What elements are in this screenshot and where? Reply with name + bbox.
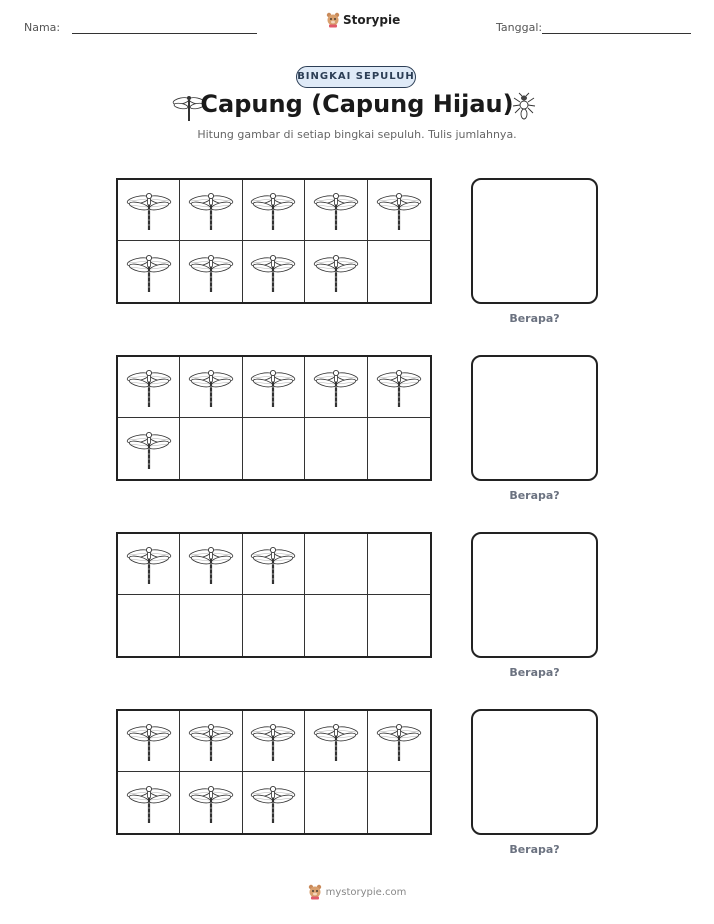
date-line[interactable] [542,33,691,34]
ten-frame-cell [243,595,305,656]
dragonfly-icon [188,187,234,233]
ten-frame-cell [305,241,367,302]
dragonfly-icon [126,780,172,826]
ten-frame-cell [368,534,430,595]
ten-frame-cell [180,357,242,418]
footer-site: mystorypie.com [325,886,407,898]
dragonfly-icon [250,780,296,826]
ten-frame-cell [118,241,180,302]
ten-frame-cell [118,534,180,595]
ten-frame-1 [116,178,432,304]
worksheet-badge: BINGKAI SEPULUH [296,66,416,88]
ten-frame-cell [305,772,367,833]
ten-frame-cell [305,180,367,241]
dragonfly-icon [250,187,296,233]
ten-frame-cell [243,418,305,479]
ten-frame-cell [180,534,242,595]
dragonfly-icon [188,541,234,587]
ten-frame-cell [368,772,430,833]
page-title: Capung (Capung Hijau) [200,90,514,118]
dragonfly-icon [250,718,296,764]
ten-frame-cell [305,357,367,418]
ten-frame-cell [305,534,367,595]
dragonfly-icon [188,718,234,764]
ten-frame-cell [180,711,242,772]
brand-name: Storypie [343,13,401,27]
answer-label-1: Berapa? [509,312,560,325]
ten-frame-cell [180,418,242,479]
ten-frame-cell [305,711,367,772]
dragonfly-icon [188,249,234,295]
instructions: Hitung gambar di setiap bingkai sepuluh. Tulis jumlahnya. [197,128,517,141]
date-label: Tanggal: [496,21,543,34]
ten-frame-cell [368,241,430,302]
dragonfly-icon [250,364,296,410]
dragonfly-icon [126,187,172,233]
dragonfly-icon [313,718,359,764]
ten-frame-cell [180,241,242,302]
ten-frame-cell [368,357,430,418]
dragonfly-icon [376,718,422,764]
nymph-icon [512,92,536,120]
answer-box-4[interactable] [471,709,598,835]
ten-frame-cell [243,180,305,241]
dragonfly-icon [126,364,172,410]
ten-frame-cell [243,357,305,418]
dragonfly-icon [126,541,172,587]
answer-box-1[interactable] [471,178,598,304]
dragonfly-icon [250,541,296,587]
dragonfly-icon [313,364,359,410]
dragonfly-icon [376,364,422,410]
ten-frame-cell [180,772,242,833]
answer-box-3[interactable] [471,532,598,658]
dragonfly-icon [313,187,359,233]
ten-frame-cell [243,534,305,595]
ten-frame-cell [118,595,180,656]
ten-frame-cell [368,711,430,772]
name-label: Nama: [24,21,61,34]
ten-frame-cell [368,595,430,656]
ten-frame-cell [118,180,180,241]
bear-icon [326,12,340,28]
ten-frame-cell [118,711,180,772]
ten-frame-cell [305,595,367,656]
answer-box-2[interactable] [471,355,598,481]
brand-logo [326,12,400,28]
answer-label-2: Berapa? [509,489,560,502]
ten-frame-cell [118,418,180,479]
ten-frame-2 [116,355,432,481]
ten-frame-cell [118,772,180,833]
footer [0,884,714,900]
ten-frame-cell [243,772,305,833]
bear-icon [308,884,322,900]
ten-frame-cell [180,180,242,241]
ten-frame-4 [116,709,432,835]
dragonfly-icon [376,187,422,233]
ten-frame-cell [180,595,242,656]
name-line[interactable] [72,33,257,34]
ten-frame-cell [118,357,180,418]
dragonfly-icon [126,249,172,295]
dragonfly-icon [188,364,234,410]
ten-frame-cell [368,180,430,241]
ten-frame-cell [243,711,305,772]
ten-frame-cell [243,241,305,302]
ten-frame-cell [305,418,367,479]
answer-label-4: Berapa? [509,843,560,856]
answer-label-3: Berapa? [509,666,560,679]
dragonfly-icon [313,249,359,295]
dragonfly-icon [250,249,296,295]
dragonfly-icon [126,426,172,472]
ten-frame-3 [116,532,432,658]
dragonfly-icon [126,718,172,764]
dragonfly-icon [188,780,234,826]
ten-frame-cell [368,418,430,479]
